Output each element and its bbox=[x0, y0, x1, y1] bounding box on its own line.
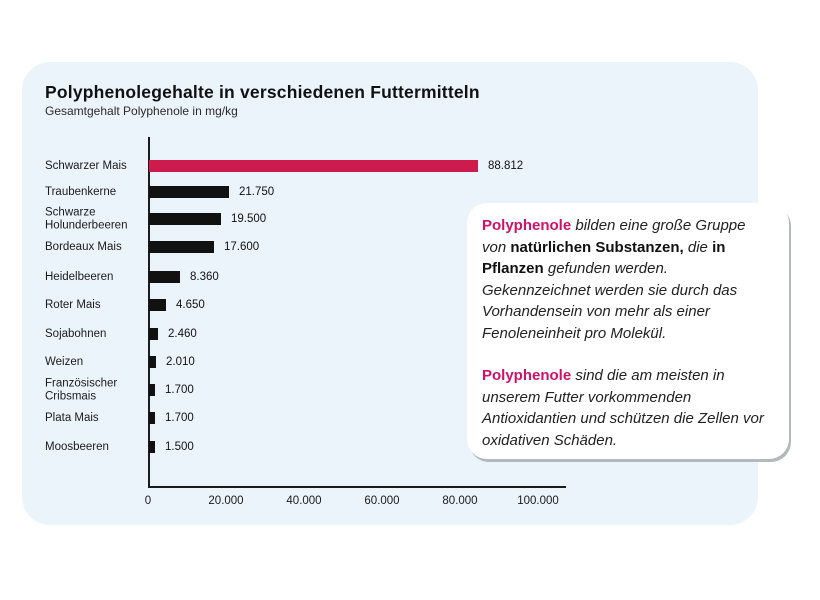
bar-value-label: 1.700 bbox=[165, 412, 194, 424]
bar-label: Sojabohnen bbox=[45, 327, 107, 340]
chart-title: Polyphenolegehalte in verschiedenen Futtermitteln bbox=[45, 82, 480, 102]
bar-value-label: 4.650 bbox=[176, 299, 205, 311]
bar bbox=[149, 384, 155, 396]
bar-label: Französischer Cribsmais bbox=[45, 377, 118, 402]
bar-label: Schwarze Holunderbeeren bbox=[45, 206, 128, 231]
bar-value-label: 2.010 bbox=[166, 356, 195, 368]
accent-keyword: Polyphenole bbox=[482, 367, 572, 384]
bar bbox=[149, 328, 158, 340]
bar bbox=[149, 213, 221, 225]
bar-value-label: 8.360 bbox=[190, 271, 219, 283]
bar bbox=[149, 160, 478, 172]
info-text-segment: in Pflanzen bbox=[482, 238, 726, 277]
bar-label: Roter Mais bbox=[45, 298, 101, 311]
bar-label: Moosbeeren bbox=[45, 440, 109, 453]
bar bbox=[149, 441, 155, 453]
info-paragraph bbox=[482, 365, 773, 451]
bar-value-label: 88.812 bbox=[488, 160, 524, 172]
accent-keyword: Polyphenole bbox=[482, 217, 572, 234]
bar bbox=[149, 356, 156, 368]
info-text-segment: gefunden werden. Gekennzeichnet werden sie durch das Vorhandensein von mehr als einer Fenoleneinheit pro Molekül. bbox=[482, 260, 738, 342]
bar bbox=[149, 186, 229, 198]
bar bbox=[149, 299, 166, 311]
bar-label: Weizen bbox=[45, 355, 84, 368]
bar bbox=[149, 241, 214, 253]
bar-label: Plata Mais bbox=[45, 411, 99, 424]
bar bbox=[149, 271, 180, 283]
info-box bbox=[467, 203, 789, 459]
bar-value-label: 1.500 bbox=[165, 441, 194, 453]
x-tick-label: 0 bbox=[144, 495, 152, 507]
info-paragraph bbox=[482, 215, 773, 344]
info-text-segment: bilden eine große Gruppe von bbox=[482, 217, 746, 256]
x-tick-label: 60.000 bbox=[364, 495, 400, 507]
bar-value-label: 2.460 bbox=[168, 328, 197, 340]
bar bbox=[149, 412, 155, 424]
bar-label: Schwarzer Mais bbox=[45, 159, 127, 172]
bar-label: Heidelbeeren bbox=[45, 270, 114, 283]
info-text-segment: sind die am meisten in unserem Futter vorkommenden Antioxidantien und schützen die Zellen vor oxidativen Schäden. bbox=[482, 367, 764, 449]
bar-label: Traubenkerne bbox=[45, 185, 117, 198]
bar-value-label: 1.700 bbox=[165, 384, 194, 396]
chart-subtitle: Gesamtgehalt Polyphenole in mg/kg bbox=[45, 104, 238, 118]
x-tick-label: 20.000 bbox=[208, 495, 244, 507]
x-axis-line bbox=[148, 486, 566, 488]
info-text-segment: die bbox=[683, 238, 713, 256]
bar-label: Bordeaux Mais bbox=[45, 240, 122, 253]
info-text-segment: natürlichen Substanzen, bbox=[510, 238, 684, 256]
x-tick-label: 40.000 bbox=[286, 495, 322, 507]
bar-value-label: 19.500 bbox=[231, 213, 267, 225]
bar-value-label: 17.600 bbox=[224, 241, 260, 253]
bar-value-label: 21.750 bbox=[239, 186, 275, 198]
x-tick-label: 80.000 bbox=[442, 495, 478, 507]
x-tick-label: 100.000 bbox=[517, 495, 559, 507]
